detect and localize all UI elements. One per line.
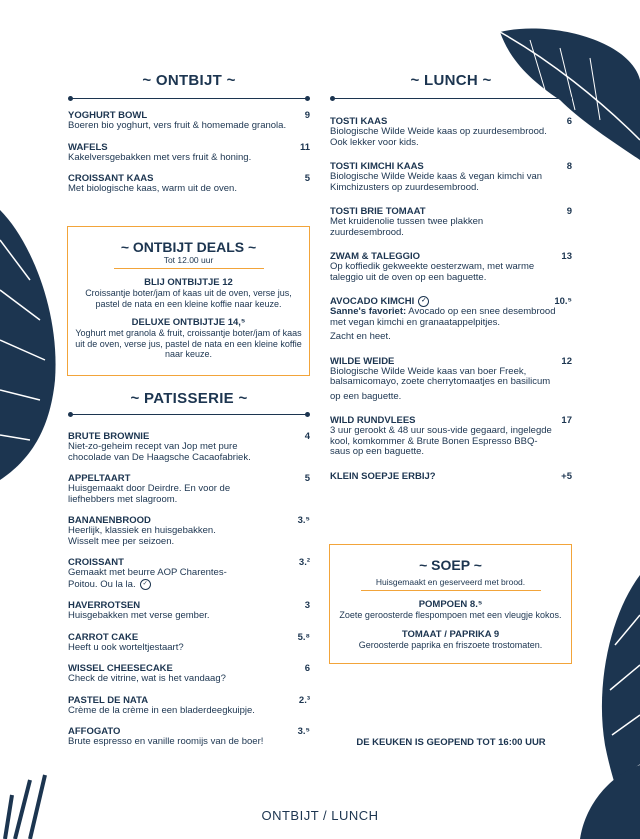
item-description: Heeft u ook worteltjestaart?	[68, 641, 184, 653]
item-description: Kakelversgebakken met vers fruit & honing.	[68, 151, 252, 163]
item-name: ZWAM & TALEGGIO	[330, 251, 421, 262]
item-price: 12	[561, 355, 572, 367]
menu-item	[330, 161, 572, 193]
deals-heading: ~ ONTBIJT DEALS ~	[120, 239, 257, 255]
soup-description: Zoete geroosterde flespompoen met een vleugje kokos.	[339, 610, 562, 620]
item-name: BANANENBROOD	[68, 515, 151, 526]
item-price: 4	[304, 431, 310, 442]
item-description: 3 uur gerookt & 48 uur sous-vide gegaard, ingelegde kool, komkommer & Brute Bonen Espresso BBQ-saus op een baguette.	[330, 425, 552, 458]
item-price: 3.⁵	[297, 726, 310, 738]
lunch-heading: ~ LUNCH ~	[410, 72, 492, 89]
item-price: 5	[304, 473, 310, 484]
deals-divider	[114, 268, 264, 269]
item-name: TOSTI BRIE TOMAAT	[330, 206, 426, 217]
item-description: Huisgebakken met verse gember.	[68, 610, 210, 622]
soep-divider	[361, 590, 541, 591]
item-name: WILD RUNDVLEES	[330, 415, 416, 427]
menu-item	[68, 173, 310, 195]
page-footer: ONTBIJT / LUNCH	[261, 808, 379, 823]
item-name: KLEIN SOEPJE ERBIJ?	[330, 470, 436, 482]
menu-item	[330, 296, 572, 343]
menu-item	[68, 663, 310, 685]
item-highlight: Sanne's favoriet:	[330, 306, 407, 318]
leaf-bottom-left-decoration	[0, 770, 60, 839]
menu-item	[68, 557, 310, 590]
patisserie-heading: ~ PATISSERIE ~	[130, 390, 248, 407]
item-description: Huisgemaakt door Deirdre. En voor de liefhebbers met slagroom.	[68, 483, 231, 505]
item-name: APPELTAART	[68, 473, 131, 484]
item-name: WILDE WEIDE	[330, 355, 395, 367]
item-description: Met kruidenolie tussen twee plakken zuurdesembrood.	[330, 216, 484, 238]
item-name: CROISSANT	[68, 557, 124, 568]
ontbijt-list	[68, 110, 310, 205]
menu-item	[68, 726, 310, 748]
menu-item	[330, 251, 572, 283]
deal-name: DELUXE ONTBIJTJE 14,⁵	[131, 317, 246, 328]
item-name: YOGHURT BOWL	[68, 110, 148, 121]
ontbijt-heading: ~ ONTBIJT ~	[142, 72, 236, 89]
item-price: 5	[304, 173, 310, 184]
item-price: +5	[561, 470, 572, 482]
deal-name: BLIJ ONTBIJTJE 12	[144, 277, 233, 288]
item-description: Biologische Wilde Weide kaas op zuurdesembrood. Ook lekker voor kids.	[330, 126, 547, 148]
kitchen-hours-note: DE KEUKEN IS GEOPEND TOT 16:00 UUR	[356, 737, 546, 748]
item-price: 3	[304, 600, 310, 612]
ontbijt-deals-box	[67, 226, 310, 376]
item-name: BRUTE BROWNIE	[68, 431, 150, 442]
item-price: 6	[566, 116, 572, 127]
menu-item	[330, 356, 572, 403]
soup-description: Geroosterde paprika en friszoete trostomaten.	[358, 639, 543, 650]
item-price: 9	[566, 206, 572, 217]
deal-description: Yoghurt met granola & fruit, croissantje boter/jam of kaas uit de oven, verse jus, pastel de nata en een kleine koffie naar keuze.	[75, 328, 302, 359]
item-name: WAFELS	[68, 141, 108, 153]
soup-name: POMPOEN 8.⁵	[418, 599, 483, 610]
menu-item	[68, 632, 310, 654]
item-extra: op een baguette.	[330, 390, 402, 402]
item-name: TOSTI KIMCHI KAAS	[330, 161, 424, 172]
item-price: 6	[304, 663, 310, 675]
menu-item	[68, 515, 310, 547]
item-description-wrap	[330, 307, 572, 328]
deals-subtitle: Tot 12.00 uur	[163, 255, 214, 265]
menu-item	[68, 695, 310, 717]
item-name: CARROT CAKE	[68, 631, 139, 643]
patisserie-divider	[70, 414, 308, 415]
item-price: 5.⁸	[297, 631, 310, 643]
item-name: HAVERROTSEN	[68, 600, 141, 612]
soep-heading: ~ SOEP ~	[419, 557, 482, 573]
item-name: CROISSANT KAAS	[68, 173, 154, 184]
item-extra: Zacht en heet.	[330, 331, 391, 343]
item-price: 13	[561, 251, 572, 262]
leaf-bottom-right-decoration	[570, 575, 640, 839]
leaf-left-decoration	[0, 200, 60, 480]
item-description: Brute espresso en vanille roomijs van de boer!	[68, 736, 264, 748]
item-name: TOSTI KAAS	[330, 116, 388, 127]
item-name: WISSEL CHEESECAKE	[68, 663, 173, 675]
menu-item	[330, 206, 572, 238]
menu-item	[330, 471, 572, 482]
deal-description: Croissantje boter/jam of kaas uit de oven, verse jus, pastel de nata en een kleine koffie naar keuze.	[85, 288, 292, 309]
item-description: Niet-zo-geheim recept van Jop met pure chocolade van De Haagsche Cacaofabriek.	[68, 441, 251, 463]
item-price: 2.³	[298, 694, 310, 706]
lunch-list	[330, 116, 572, 492]
item-name: AVOCADO KIMCHI	[330, 296, 415, 308]
patisserie-list	[68, 431, 310, 758]
item-name: PASTEL DE NATA	[68, 694, 149, 706]
lunch-divider	[332, 98, 570, 99]
item-price: 8	[566, 161, 572, 172]
item-price: 10.⁵	[554, 296, 572, 307]
item-price: 3.²	[298, 557, 310, 568]
menu-item	[330, 116, 572, 148]
menu-item	[68, 142, 310, 164]
item-description: Gemaakt met beurre AOP Charentes-Poitou. Ou la la.	[68, 567, 227, 590]
soup-name: TOMAAT / PAPRIKA 9	[401, 628, 500, 640]
item-price: 9	[304, 110, 310, 121]
item-description: Biologische Wilde Weide kaas van boer Freek, balsamicomayo, zoete cherrytomaatjes en basilicum	[330, 365, 551, 388]
menu-item	[68, 600, 310, 622]
menu-item	[68, 473, 310, 505]
soep-subtitle: Huisgemaakt en geserveerd met brood.	[375, 577, 526, 587]
item-description: Boeren bio yoghurt, vers fruit & homemade granola.	[68, 120, 287, 131]
menu-item	[68, 431, 310, 463]
item-description: Check de vitrine, wat is het vandaag?	[68, 673, 226, 685]
item-description: Biologische Wilde Weide kaas & vegan kimchi van Kimchizusters op zuurdesembrood.	[330, 171, 543, 193]
soep-box	[329, 544, 572, 664]
vegan-icon: ✓	[140, 579, 151, 590]
item-description: Crème de la crème in een bladerdeegkuipje.	[68, 704, 255, 716]
item-price: 17	[561, 415, 572, 427]
item-description: Met biologische kaas, warm uit de oven.	[68, 183, 237, 194]
item-description-wrap	[68, 568, 310, 590]
item-description: Avocado op een snee desembrood met vegan kimchi en granaatappelpitjes.	[330, 306, 556, 328]
item-description: Heerlijk, klassiek en huisgebakken. Wisselt mee per seizoen.	[68, 525, 216, 547]
ontbijt-divider	[70, 98, 308, 99]
item-price: 11	[299, 141, 310, 153]
item-price: 3.⁵	[297, 515, 310, 526]
menu-item	[330, 415, 572, 458]
item-description: Op koffiedik gekweekte oesterzwam, met warme taleggio uit de oven op een baguette.	[330, 261, 535, 283]
item-name: AFFOGATO	[68, 726, 121, 738]
vegan-icon: ✓	[418, 296, 429, 307]
menu-item	[68, 110, 310, 132]
